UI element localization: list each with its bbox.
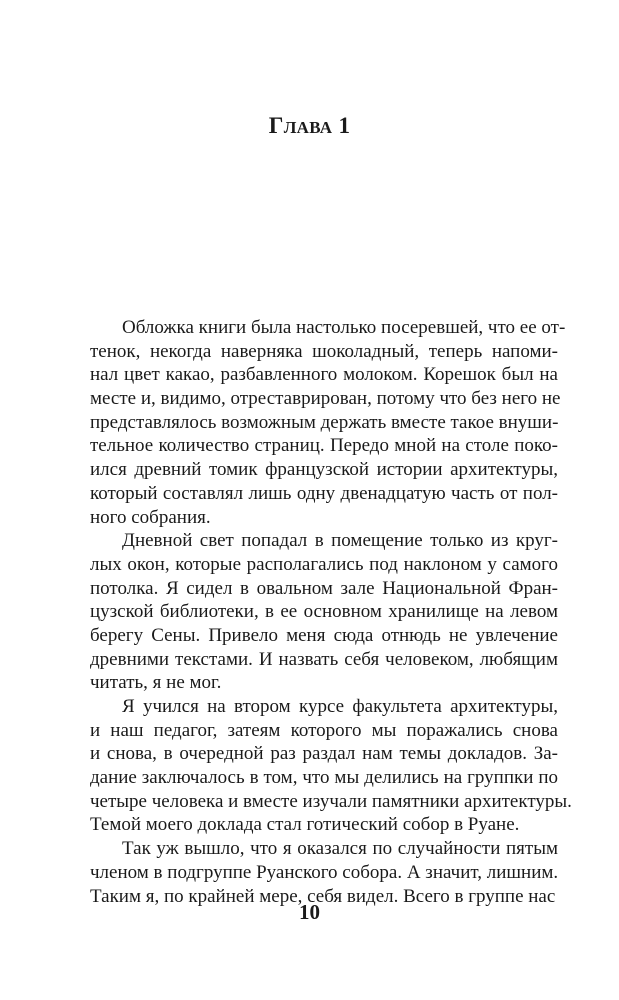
text-line: представлялось возможным держать вместе такое внуши- — [90, 411, 559, 433]
paragraph — [90, 837, 558, 908]
text-line: ился древний томик французской истории архитектуры, — [90, 459, 558, 481]
text-line: цузской библиотеки, в ее основном хранилище на левом — [90, 601, 558, 623]
text-line: лых окон, которые располагались под наклоном у самого — [90, 553, 558, 575]
text-line: который составлял лишь одну двенадцатую часть от пол- — [90, 482, 558, 504]
paragraph — [90, 695, 572, 837]
text-line: и наш педагог, затеям которого мы поражались снова — [90, 719, 558, 741]
text-line: читать, я не мог. — [90, 672, 222, 694]
text-line: ного собрания. — [90, 506, 211, 528]
paragraph — [90, 316, 566, 529]
page-number: 10 — [299, 900, 320, 924]
text-line: Обложка книги была настолько посеревшей, что ее от- — [122, 317, 566, 338]
paragraph — [90, 529, 558, 695]
text-line: нал цвет какао, разбавленного молоком. Корешок был на — [90, 364, 558, 386]
text-line: тельное количество страниц. Передо мной на столе поко- — [90, 435, 558, 457]
text-line: тенок, некогда наверняка шоколадный, теперь напоми- — [90, 340, 558, 362]
text-line: Темой моего доклада стал готический собор в Руане. — [90, 814, 520, 836]
text-line: Я учился на втором курсе факультета архитектуры, — [122, 696, 558, 717]
chapter-title — [0, 113, 619, 139]
text-line: Дневной свет попадал в помещение только из круг- — [122, 530, 558, 552]
text-line: Так уж вышло, что я оказался по случайности пятым — [122, 838, 558, 860]
text-line: четыре человека и вместе изучали памятники архитектуры. — [90, 790, 572, 812]
text-line: потолка. Я сидел в овальном зале Национальной Фран- — [90, 577, 558, 599]
text-line: берегу Сены. Привело меня сюда отнюдь не увлечение — [90, 624, 558, 646]
chapter-title-rest: ЛАВА — [283, 118, 333, 137]
text-line: месте и, видимо, отреставрирован, потому что без него не — [90, 388, 561, 410]
text-line: дание заключалось в том, что мы делились на группки по — [90, 767, 558, 789]
chapter-number: 1 — [332, 113, 351, 138]
text-line: древними текстами. И назвать себя человеком, любящим — [90, 648, 558, 670]
text-line: Таким я, по крайней мере, себя видел. Всего в группе нас — [90, 885, 556, 907]
chapter-body — [90, 316, 572, 908]
chapter-title-initial: Г — [268, 113, 284, 138]
text-line: членом в подгруппе Руанского собора. А значит, лишним. — [90, 861, 559, 883]
text-line: и снова, в очередной раз раздал нам темы докладов. За- — [90, 743, 558, 765]
